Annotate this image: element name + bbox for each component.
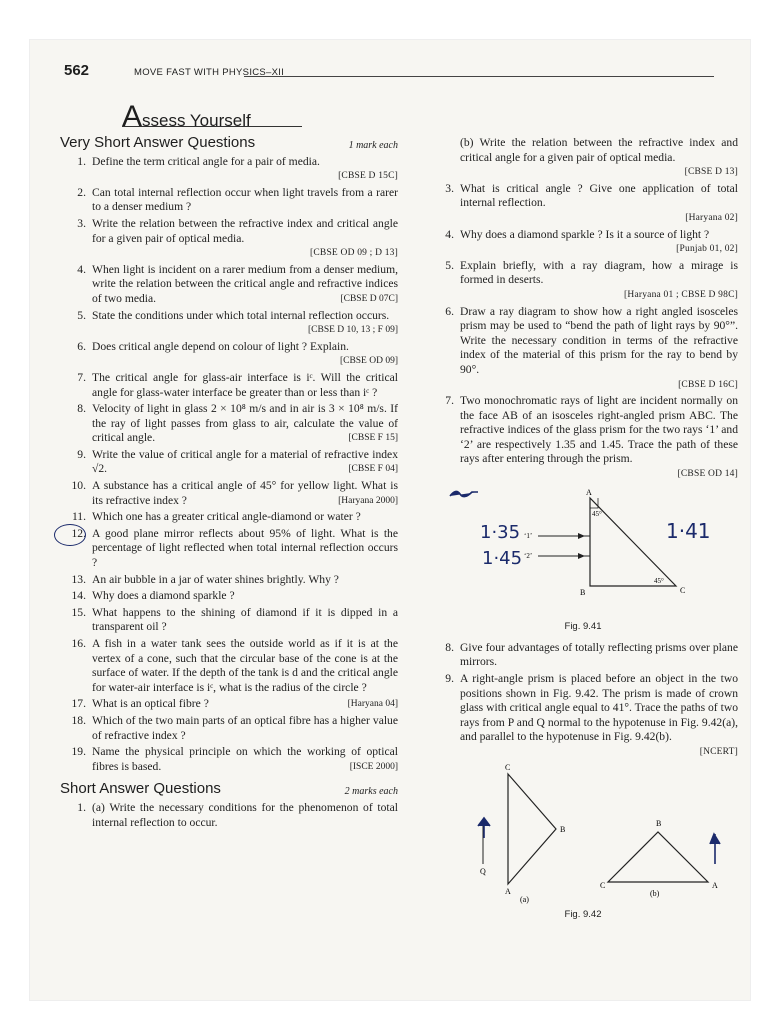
question-source: [Haryana 01 ; CBSE D 98C]	[624, 289, 738, 300]
question-text-block	[460, 641, 738, 670]
question-number	[428, 136, 460, 180]
handwritten-1-45: 1·45	[482, 547, 523, 569]
question-source: [Punjab 01, 02]	[676, 244, 738, 255]
section-heading	[122, 100, 251, 134]
question-item	[60, 527, 398, 571]
question-text: Why does a diamond sparkle ?	[92, 589, 235, 603]
question-number: 14.	[71, 589, 86, 603]
question-number: 17.	[71, 697, 86, 711]
question-item	[60, 371, 398, 400]
saq-heading	[60, 782, 398, 797]
question-number: 4.	[77, 262, 86, 276]
question-number: 11.	[71, 510, 86, 524]
figure-9-42-drawing	[428, 764, 738, 904]
question-number: 1.	[77, 154, 86, 168]
question-number: 15.	[71, 605, 86, 619]
question-source: [CBSE F 15]	[348, 433, 398, 444]
question-item	[60, 263, 398, 307]
ray-1-label: ‘1’	[524, 531, 533, 540]
figure-9-42-caption: Fig. 9.42	[564, 909, 602, 921]
question-number: 1.	[77, 800, 86, 814]
question-number: 6.	[77, 339, 86, 353]
question-item	[428, 259, 738, 303]
figure-9-41-caption: Fig. 9.41	[564, 621, 602, 633]
question-text-block	[92, 479, 398, 508]
question-number: 8.	[77, 402, 86, 416]
question-source: [Haryana 2000]	[338, 495, 398, 506]
question-source: [Haryana 04]	[347, 699, 398, 710]
question-text: Draw a ray diagram to show how a right angled isosceles prism may be used to “bend the path of light rays by 90°”. Write the necessary condition in terms of the refractive index of the material of this prism for the ray to bend by 90°.	[460, 304, 738, 376]
fig-b-label-a: A	[712, 880, 718, 890]
question-text-block	[92, 606, 398, 635]
vsaq-marks: 1 mark each	[348, 140, 398, 151]
vsaq-heading	[60, 136, 398, 151]
question-text-block	[92, 714, 398, 743]
vsaq-list	[60, 155, 398, 775]
question-text-block	[460, 182, 738, 226]
ray-2-arrow	[578, 553, 585, 559]
question-text: Does critical angle depend on colour of light ? Explain.	[92, 339, 349, 353]
question-item	[428, 136, 738, 180]
question-number: 9.	[77, 447, 86, 461]
label-a: A	[586, 487, 592, 497]
question-text-block	[92, 510, 398, 525]
question-item	[60, 340, 398, 369]
saq-list	[60, 801, 398, 830]
heading-initial: A	[122, 100, 143, 133]
question-item	[60, 606, 398, 635]
question-item	[428, 641, 738, 670]
fig-a-label-c: C	[505, 763, 511, 772]
question-text: (a) Write the necessary conditions for the phenomenon of total internal reflection to occur.	[92, 800, 398, 829]
question-number: 5.	[445, 258, 454, 272]
question-item	[428, 228, 738, 257]
question-text-block	[92, 745, 398, 774]
question-text: Velocity of light in glass 2 × 10⁸ m/s and in air is 3 × 10⁸ m/s. If the ray of light passes from glass to air, calculate the value of critical angle.	[92, 402, 398, 445]
question-number: 7.	[445, 394, 454, 408]
question-number: 3.	[77, 216, 86, 230]
question-item	[60, 402, 398, 446]
heading-rest: ssess Yourself	[142, 111, 251, 130]
question-text-block	[92, 637, 398, 695]
question-number: 18.	[71, 713, 86, 727]
question-text-block	[92, 309, 398, 338]
vsaq-title: Very Short Answer Questions	[60, 134, 256, 151]
heading-underline	[122, 126, 302, 127]
question-text-block	[92, 573, 398, 588]
question-source: [CBSE D 15C]	[338, 171, 398, 182]
question-text-block	[92, 263, 398, 307]
fig-b-caption: (b)	[650, 888, 660, 898]
question-text: The critical angle for glass-air interface is iᶜ. Will the critical angle for glass-water interface be greater than or less than iᶜ ?	[92, 370, 398, 399]
question-text: Which of the two main parts of an optical fibre has a higher value of refractive index ?	[92, 713, 398, 742]
question-text-block	[460, 305, 738, 393]
question-source: [CBSE OD 14]	[677, 469, 738, 480]
question-item	[60, 801, 398, 830]
question-text: A good plane mirror reflects about 95% of light. What is the percentage of light reflected when total internal reflection occurs ?	[92, 526, 398, 570]
question-text-block	[460, 136, 738, 180]
handwritten-circle	[54, 524, 86, 546]
question-text-block	[92, 589, 398, 604]
label-c: C	[680, 585, 686, 595]
fig-a-label-a: A	[505, 886, 511, 896]
question-item	[60, 186, 398, 215]
saq-title: Short Answer Questions	[60, 780, 221, 798]
question-text: (b) Write the relation between the refractive index and critical angle for a given pair of optical media.	[460, 136, 738, 164]
question-text-block	[92, 155, 398, 184]
question-source: [Haryana 02]	[685, 212, 738, 223]
question-number: 16.	[71, 637, 86, 650]
ray-2-label: ‘2’	[524, 551, 533, 560]
question-text: What happens to the shining of diamond if it is dipped in a transparent oil ?	[92, 605, 398, 634]
question-item	[60, 745, 398, 774]
question-item	[428, 305, 738, 393]
question-text: A fish in a water tank sees the outside world as if it is at the vertex of a cone, such that the circular base of the cone is at the surface of water. If the depth of the tank is d and the critical angle for water-air interface is iᶜ, what is the radius of the circle ?	[92, 637, 398, 694]
question-item	[60, 155, 398, 184]
prism-abc	[590, 498, 676, 586]
question-text-block	[460, 228, 738, 257]
question-item	[60, 697, 398, 712]
question-number: 13.	[71, 572, 86, 586]
question-item	[60, 573, 398, 588]
question-text: Why does a diamond sparkle ? Is it a source of light ?	[460, 227, 710, 241]
question-text: Two monochromatic rays of light are incident normally on the face AB of an isosceles right-angled prism ABC. The refractive indices of the glass prism for the two rays ‘1’ and ‘2’ are respectively 1.35 and 1.45. Trace the path of these rays after entering through the prism.	[460, 394, 738, 466]
fig-b-label-c: C	[600, 880, 606, 890]
label-b: B	[580, 587, 586, 597]
question-item	[60, 217, 398, 261]
saq-marks: 2 marks each	[344, 786, 398, 798]
question-number: 3.	[445, 181, 454, 195]
figure-9-42	[428, 764, 738, 923]
question-item	[60, 714, 398, 743]
question-text-block	[92, 527, 398, 571]
question-source: [CBSE D 13]	[684, 167, 738, 178]
question-text: State the conditions under which total internal reflection occurs.	[92, 308, 390, 322]
prism-a	[508, 774, 556, 884]
question-number: 10.	[71, 479, 86, 493]
question-item	[428, 394, 738, 482]
ray-1-arrow	[578, 533, 585, 539]
handwritten-1-41: 1·41	[666, 518, 711, 543]
question-source: [CBSE OD 09 ; D 13]	[310, 248, 398, 259]
question-item	[60, 448, 398, 477]
question-text-block	[92, 402, 398, 446]
question-number: 4.	[445, 227, 454, 241]
question-text: Name the physical principle on which the working of optical fibres is based.	[92, 745, 398, 773]
question-text: What is an optical fibre ?	[92, 697, 209, 711]
question-text: An air bubble in a jar of water shines brightly. Why ?	[92, 572, 339, 586]
question-number: 5.	[77, 308, 86, 322]
question-text-block	[92, 448, 398, 477]
question-text-block	[460, 259, 738, 303]
fig-a-caption: (a)	[520, 894, 529, 904]
question-text: Write the relation between the refractive index and critical angle for a given pair of optical media.	[92, 216, 398, 245]
question-text: Which one has a greater critical angle-diamond or water ?	[92, 510, 361, 524]
question-item	[60, 510, 398, 525]
question-text-block	[92, 340, 398, 369]
question-text: When light is incident on a rarer medium from a denser medium, write the relation between the critical angle and refractive indices of two media.	[92, 262, 398, 305]
figure-9-41-drawing	[428, 486, 738, 616]
question-number: 19.	[71, 745, 86, 759]
angle-c-label: 45°	[654, 576, 664, 585]
figure-9-41	[428, 486, 738, 635]
angle-a-label: 45°	[592, 509, 602, 518]
book-title: MOVE FAST WITH PHYSICS–XII	[134, 67, 285, 78]
question-text: A substance has a critical angle of 45° for yellow light. What is its refractive index ?	[92, 479, 398, 507]
question-text-block	[92, 371, 398, 400]
question-text-block	[92, 697, 398, 712]
question-number: 12.	[60, 527, 92, 571]
question-text: What is critical angle ? Give one application of total internal reflection.	[460, 181, 738, 210]
page-number: 562	[64, 62, 90, 79]
page-header	[64, 62, 714, 86]
question-source: [NCERT]	[699, 747, 738, 757]
question-text: A right-angle prism is placed before an object in the two positions shown in Fig. 9.42. The prism is made of crown glass with critical angle equal to 41°. Trace the paths of two rays from P and Q normal to the hypotenuse in Fig. 9.42(a), and parallel to the hypotenuse in Fig. 9.42(b).	[460, 672, 738, 744]
question-text-block	[92, 217, 398, 261]
question-item	[60, 309, 398, 338]
question-number: 2.	[77, 185, 86, 199]
question-source: [CBSE D 10, 13 ; F 09]	[308, 325, 398, 336]
question-source: [ISCE 2000]	[349, 761, 398, 772]
question-number: 8.	[445, 640, 454, 654]
question-number: 6.	[445, 304, 454, 318]
right-column	[428, 136, 738, 927]
question-text-block	[460, 672, 738, 760]
label-q: Q	[480, 866, 486, 876]
question-source: [CBSE F 04]	[348, 464, 398, 475]
question-item	[428, 672, 738, 760]
handwritten-tick	[450, 491, 478, 496]
question-item	[60, 479, 398, 508]
question-text: Explain briefly, with a ray diagram, how a mirage is formed in deserts.	[460, 258, 738, 287]
fig-a-label-b: B	[560, 824, 566, 834]
handwritten-1-35: 1·35	[480, 521, 521, 543]
header-rule	[244, 76, 714, 77]
question-item	[60, 589, 398, 604]
fig-b-label-b: B	[656, 818, 662, 828]
question-item	[428, 182, 738, 226]
question-source: [CBSE D 16C]	[678, 379, 738, 390]
question-text: Write the value of critical angle for a material of refractive index √2.	[92, 447, 398, 476]
question-text: Give four advantages of totally reflecting prisms over plane mirrors.	[460, 640, 738, 669]
question-number: 9.	[445, 672, 454, 686]
left-column	[60, 136, 398, 832]
question-source: [CBSE D 07C]	[340, 293, 398, 304]
question-number: 7.	[77, 370, 86, 384]
handwritten-arrow-b	[710, 834, 720, 864]
question-text: Define the term critical angle for a pair of media.	[92, 154, 320, 168]
question-source: [CBSE OD 09]	[339, 356, 398, 367]
textbook-page	[30, 40, 750, 1000]
question-item	[60, 637, 398, 695]
prism-b	[608, 832, 708, 882]
handwritten-arrow-a	[478, 818, 490, 838]
right-question-list	[428, 136, 738, 482]
question-text-block	[92, 801, 398, 830]
question-text-block	[92, 186, 398, 215]
question-text-block	[460, 394, 738, 482]
right-question-list-2	[428, 641, 738, 760]
question-text: Can total internal reflection occur when light travels from a rarer to a denser medium ?	[92, 185, 398, 214]
